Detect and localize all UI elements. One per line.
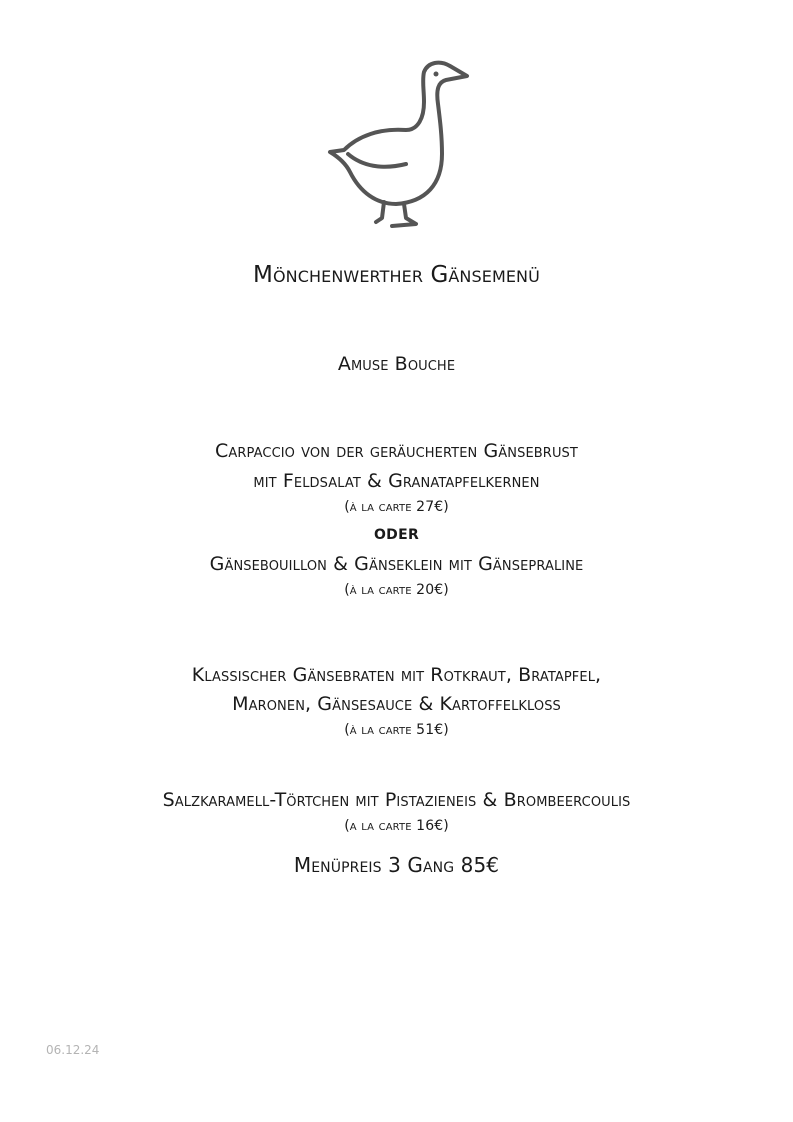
starter-option1-line2: mit Feldsalat & Granatapfelkernen <box>253 470 540 492</box>
menu-title: Mönchenwerther Gänsemenü <box>253 262 540 288</box>
amuse-bouche: Amuse Bouche <box>337 353 456 375</box>
starter-option2-line1: Gänsebouillon & Gänseklein mit Gänsepraline <box>209 553 584 575</box>
or-separator: ODER <box>373 527 420 543</box>
dessert-price: (a la carte 16€) <box>344 818 449 834</box>
main-course-price: (à la carte 51€) <box>344 722 449 738</box>
goose-icon <box>322 58 472 233</box>
dessert-line1: Salzkaramell-Törtchen mit Pistazieneis & Brombeercoulis <box>162 789 631 811</box>
menu-date: 06.12.24 <box>46 1043 100 1057</box>
starter-option1-line1: Carpaccio von der geräucherten Gänsebrust <box>215 440 578 462</box>
starter-option1-price: (à la carte 27€) <box>344 499 449 515</box>
menu-price: Menüpreis 3 Gang 85€ <box>293 853 500 877</box>
main-course-line1: Klassischer Gänsebraten mit Rotkraut, Bratapfel, <box>191 664 602 686</box>
main-course-line2: Maronen, Gänsesauce & Kartoffelkloß <box>232 693 561 715</box>
starter-option2-price: (à la carte 20€) <box>344 582 449 598</box>
